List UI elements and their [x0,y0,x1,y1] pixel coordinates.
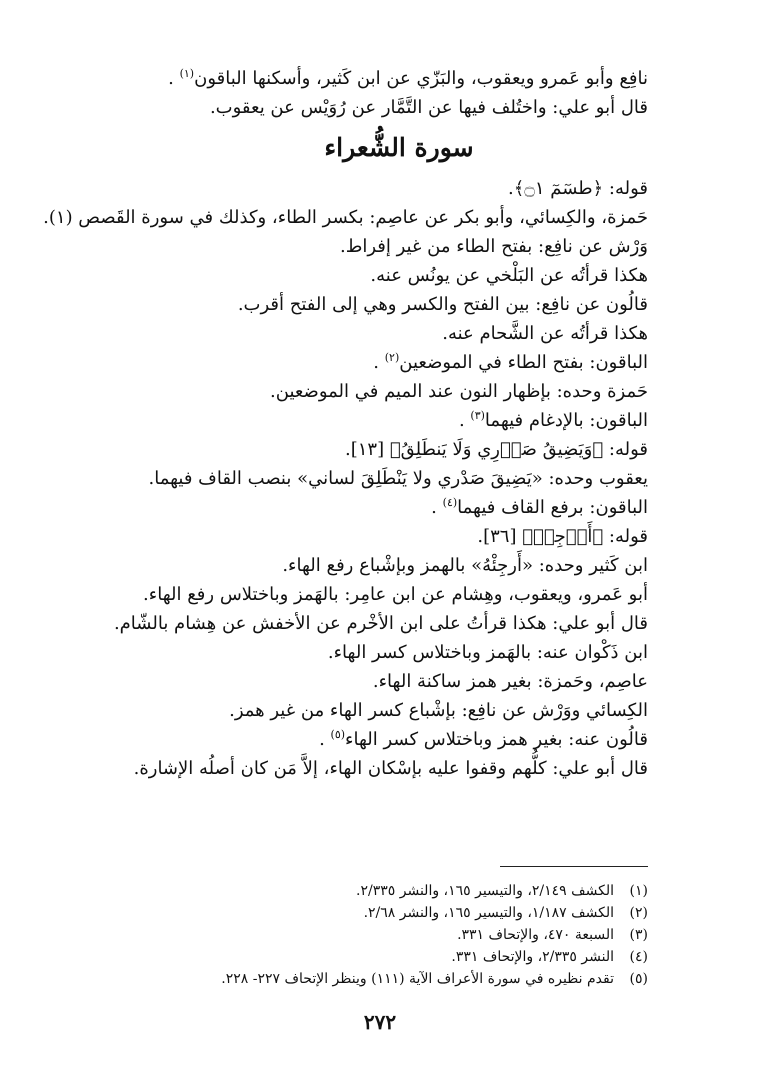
page-number: ٢٧٢ [363,1010,397,1034]
footnote-divider [500,866,648,867]
footnote: (٣)السبعة ٤٧٠، والإتحاف ٣٣١. [457,927,648,943]
text-line: قال أبو علي: واختُلف فيها عن التَّمَّار عن رُوَيْس عن يعقوب. [209,97,648,118]
text-line: الباقون: برفع القاف فيهما$^{(٤)}$ . [431,496,648,518]
surah-title: سورة الشُّعراء [324,133,474,162]
text-line: نافِع وأبو عَمرو ويعقوب، والبَزّي عن ابن كَثير، وأسكنها الباقون$^{(١)}$ . [168,67,648,89]
text-line: قال أبو علي: هكذا قرأتُ على ابن الأخْرم عن الأخفش عن هِشام بالشّام. [113,613,648,634]
text-line: ابن ذَكْوان عنه: بالهَمز وباختلاس كسر الهاء. [327,642,648,663]
text-line: هكذا قرأتُه عن البَلْخي عن يونُس عنه. [370,265,648,286]
text-line: هكذا قرأتُه عن الشَّحام عنه. [442,323,648,344]
text-line: قوله: ﴿وَيَضِيقُ صَدۡرِي وَلَا يَنطَلِقُ﴾ [١٣]. [345,439,648,460]
footnote: (١)الكشف ٢/١٤٩، والتيسير ١٦٥، والنشر ٢/٣٣٥. [356,883,648,899]
text-line: الكِسائي ووَرْش عن نافِع: بإشْباع كسر الهاء من غير همز. [229,700,648,721]
footnote: (٤)النشر ٢/٣٣٥، والإتحاف ٣٣١. [451,949,648,965]
text-line: قوله: ﴿طسٓمٓ ۝١﴾. [508,178,648,199]
text-line: حَمزة وحده: بإظهار النون عند الميم في الموضعين. [270,381,648,402]
footnote: (٥)تقدم نظيره في سورة الأعراف الآية (١١١) وينظر الإتحاف ٢٢٧- ٢٢٨. [221,971,648,987]
text-line: حَمزة، والكِسائي، وأبو بكر عن عاصِم: بكسر الطاء، وكذلك في سورة القَصص (١). [43,207,648,228]
footnote: (٢)الكشف ١/١٨٧، والتيسير ١٦٥، والنشر ٢/٦٨. [363,905,648,921]
text-line: قال أبو علي: كلُّهم وقفوا عليه بإسْكان الهاء، إلاَّ مَن كان أصلُه الإشارة. [133,758,648,779]
footnote-marker: (٤) [442,496,458,509]
footnotes [90,880,648,990]
footnote-marker: (٣) [470,409,485,422]
footnote-marker: (١) [179,67,195,80]
text-line: عاصِم، وحَمزة: بغير همز ساكنة الهاء. [372,671,648,692]
text-line: يعقوب وحده: «يَضِيقَ صَدْري ولا يَنْطَلِقَ لساني» بنصب القاف فيهما. [148,468,648,489]
text-line: أبو عَمرو، ويعقوب، وهِشام عن ابن عامِر: بالهَمز وباختلاس رفع الهاء. [143,584,648,605]
main-text [43,64,648,783]
footnote-marker: (٥) [330,728,346,741]
text-line: الباقون: بالإدغام فيهما$^{(٣)}$ . [458,409,648,431]
text-line: وَرْش عن نافِع: بفتح الطاء من غير إفراط. [340,236,648,257]
text-line: ابن كَثير وحده: «أَرجِئْهُ» بالهمز وبإشْباع رفع الهاء. [282,555,648,576]
text-line: قالُون عنه: بغير همز وباختلاس كسر الهاء$^{(٥)}$ . [319,728,648,750]
text-line: قالُون عن نافِع: بين الفتح والكسر وهي إلى الفتح أقرب. [237,294,648,315]
footnote-marker: (٢) [384,351,400,364]
text-line: الباقون: بفتح الطاء في الموضعين$^{(٢)}$ . [373,351,648,373]
text-line: قوله: ﴿أَرۡجِهۡ﴾ [٣٦]. [477,526,648,547]
